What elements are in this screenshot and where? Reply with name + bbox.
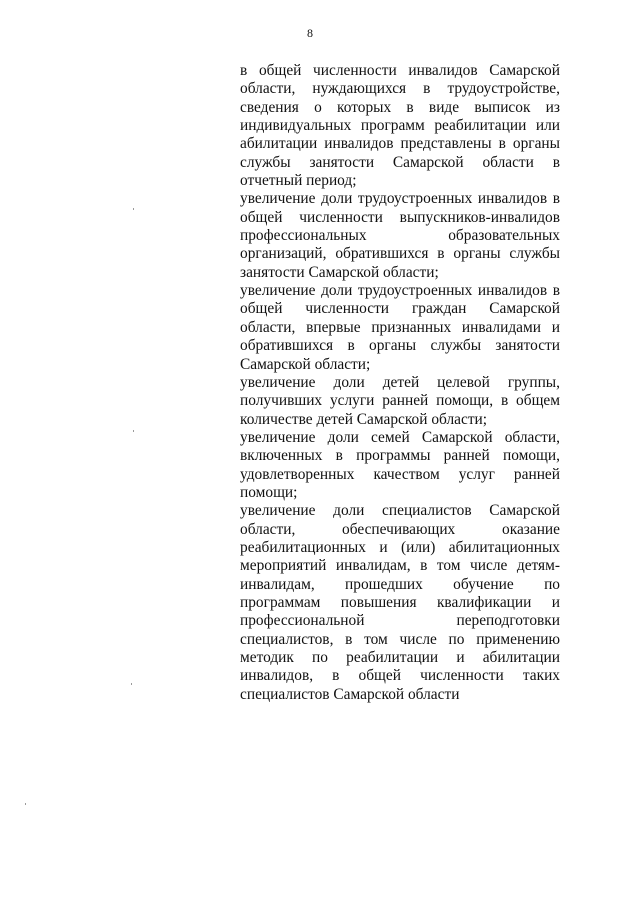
paragraph-early-help-children: увеличение доли детей целевой группы, получивших услуги ранней помощи, в общем количестве детей Самарской области; (240, 373, 560, 428)
paragraph-graduates-employment: увеличение доли трудоустроенных инвалидов в общей численности выпускников-инвалидов профессиональных образовательных организаций, обратившихся в органы службы занятости Самарской области; (240, 190, 560, 281)
paragraph-disabled-employment-need: в общей численности инвалидов Самарской области, нуждающихся в трудоустройстве, сведения о которых в виде выписок из индивидуальных программ реабилитации или абилитации инвалидов представлены в органы службы занятости Самарской области в отчетный период; (240, 62, 560, 190)
paragraph-first-time-disabled-employment: увеличение доли трудоустроенных инвалидов в общей численности граждан Самарской области, впервые признанных инвалидами и обратившихся в органы службы занятости Самарской области; (240, 282, 560, 373)
scan-artifact (25, 803, 26, 805)
scan-artifact (131, 683, 132, 685)
paragraph-early-help-families: увеличение доли семей Самарской области, включенных в программы ранней помощи, удовлетворенных качеством услуг ранней помощи; (240, 428, 560, 501)
scan-artifact (133, 430, 134, 432)
page-number: 8 (307, 26, 313, 40)
scan-artifact (133, 208, 134, 210)
paragraph-specialists-training: увеличение доли специалистов Самарской области, обеспечивающих оказание реабилитационных и (или) абилитационных мероприятий инвалидам, в том числе детям-инвалидам, прошедших обучение по программам повышения квалификации и профессиональной переподготовки специалистов, в том числе по применению методик по реабилитации и абилитации инвалидов, в общей численности таких специалистов Самарской области (240, 502, 560, 703)
document-body (240, 62, 560, 704)
